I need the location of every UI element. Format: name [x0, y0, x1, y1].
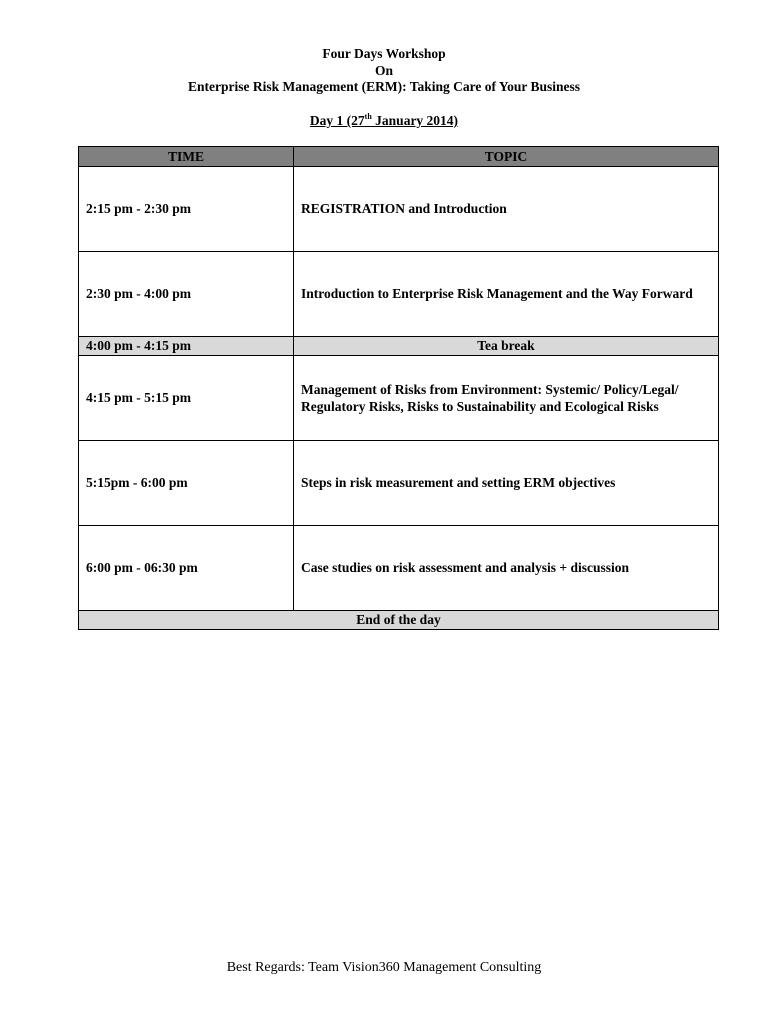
table-row	[79, 167, 719, 252]
table-header-row	[79, 147, 719, 167]
schedule-table	[78, 146, 719, 630]
break-label: Tea break	[294, 337, 719, 356]
table-row	[79, 356, 719, 441]
workshop-title: Four Days Workshop	[322, 46, 446, 61]
day-title-suffix: January 2014)	[371, 113, 459, 128]
topic-cell: Management of Risks from Environment: Systemic/ Policy/Legal/ Regulatory Risks, Risks to Sustainability and Ecological Risks	[294, 356, 719, 441]
table-row	[79, 441, 719, 526]
workshop-subject: Enterprise Risk Management (ERM): Taking Care of Your Business	[187, 79, 581, 94]
topic-cell: REGISTRATION and Introduction	[294, 167, 719, 252]
time-cell: 4:15 pm - 5:15 pm	[79, 356, 294, 441]
document-header	[0, 46, 768, 96]
time-column-header: TIME	[79, 147, 294, 167]
time-cell: 4:00 pm - 4:15 pm	[79, 337, 294, 356]
day-title-prefix: Day 1 (27	[309, 113, 365, 128]
footer-signature: Best Regards: Team Vision360 Management Consulting	[226, 960, 542, 975]
day-title-superscript: th	[364, 112, 372, 121]
time-cell: 6:00 pm - 06:30 pm	[79, 526, 294, 611]
break-row	[79, 337, 719, 356]
time-cell: 2:30 pm - 4:00 pm	[79, 252, 294, 337]
topic-column-header: TOPIC	[294, 147, 719, 167]
topic-cell: Steps in risk measurement and setting ERM objectives	[294, 441, 719, 526]
end-of-day-row	[79, 611, 719, 630]
topic-cell: Introduction to Enterprise Risk Management and the Way Forward	[294, 252, 719, 337]
topic-cell: Case studies on risk assessment and analysis + discussion	[294, 526, 719, 611]
time-cell: 5:15pm - 6:00 pm	[79, 441, 294, 526]
day-title	[0, 113, 768, 129]
end-of-day-label: End of the day	[79, 611, 719, 630]
workshop-on-line: On	[374, 62, 393, 78]
time-cell: 2:15 pm - 2:30 pm	[79, 167, 294, 252]
table-row	[79, 526, 719, 611]
table-row	[79, 252, 719, 337]
